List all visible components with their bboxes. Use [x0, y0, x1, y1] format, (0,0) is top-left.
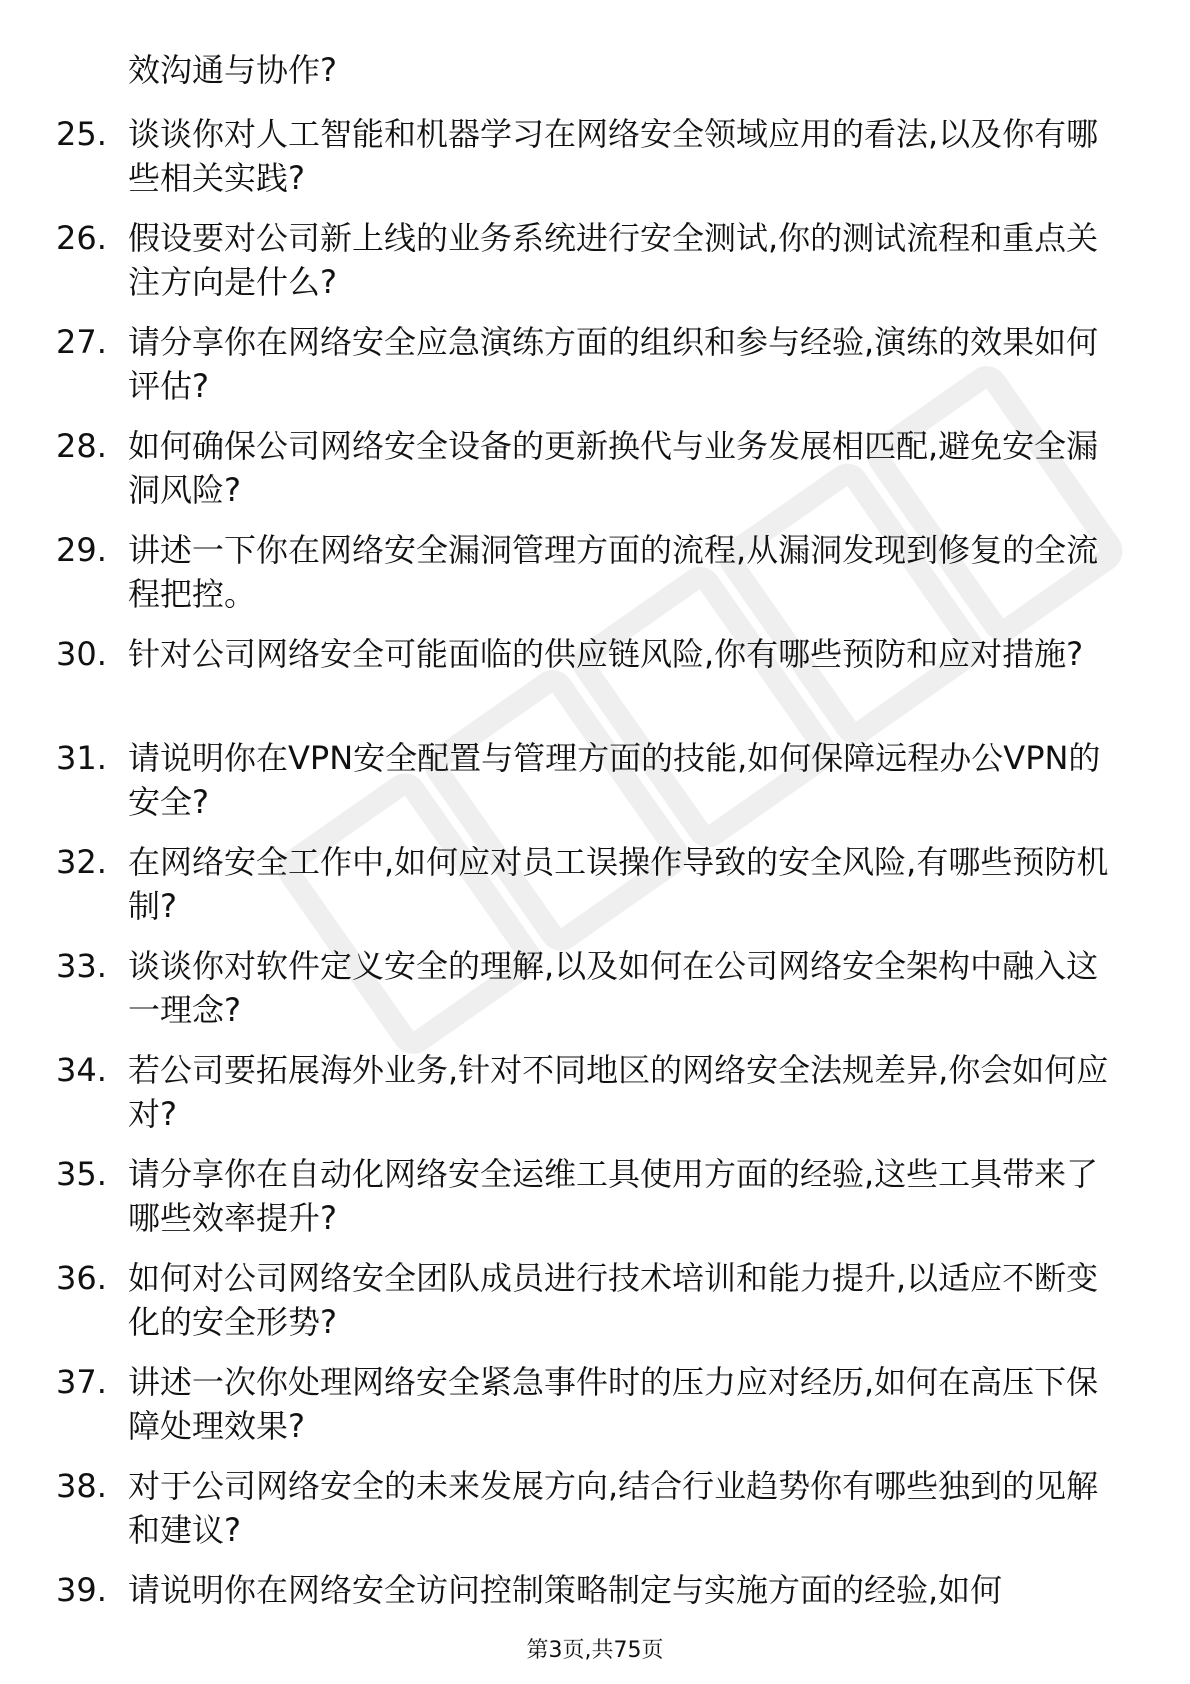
question-number: 36.: [56, 1259, 107, 1297]
question-number: 33.: [56, 947, 107, 985]
question-text: 在网络安全工作中,如何应对员工误操作导致的安全风险,有哪些预防机制?: [128, 843, 1109, 925]
question-item: [0, 632, 1190, 716]
question-item: [0, 1360, 1190, 1444]
question-number: 27.: [56, 323, 107, 361]
question-number: 29.: [56, 531, 107, 569]
question-text: 谈谈你对人工智能和机器学习在网络安全领域应用的看法,以及你有哪些相关实践?: [128, 115, 1099, 197]
question-text: 请说明你在VPN安全配置与管理方面的技能,如何保障远程办公VPN的安全?: [128, 739, 1101, 821]
question-text: 如何对公司网络安全团队成员进行技术培训和能力提升,以适应不断变化的安全形势?: [128, 1259, 1099, 1341]
question-number: 25.: [56, 115, 107, 153]
question-text: 如何确保公司网络安全设备的更新换代与业务发展相匹配,避免安全漏洞风险?: [128, 427, 1099, 509]
question-item: [0, 840, 1190, 924]
question-number: 38.: [56, 1467, 107, 1505]
question-text: 讲述一下你在网络安全漏洞管理方面的流程,从漏洞发现到修复的全流程把控。: [128, 531, 1099, 613]
question-item: [0, 1152, 1190, 1236]
question-text: 请分享你在自动化网络安全运维工具使用方面的经验,这些工具带来了哪些效率提升?: [128, 1155, 1099, 1237]
question-item: [0, 1464, 1190, 1548]
question-item: [0, 424, 1190, 508]
question-text: 请说明你在网络安全访问控制策略制定与实施方面的经验,如何: [128, 1571, 1003, 1609]
question-item: [0, 736, 1190, 820]
question-number: 30.: [56, 635, 107, 673]
question-number: 32.: [56, 843, 107, 881]
question-item: [0, 944, 1190, 1028]
question-item: [0, 1256, 1190, 1340]
question-item: [0, 216, 1190, 300]
continued-question-text: 效沟通与协作?: [128, 51, 337, 89]
question-item: [0, 528, 1190, 612]
question-number: 28.: [56, 427, 107, 465]
question-number: 37.: [56, 1363, 107, 1401]
question-text: 谈谈你对软件定义安全的理解,以及如何在公司网络安全架构中融入这一理念?: [128, 947, 1099, 1029]
page-footer: 第3页,共75页: [526, 1638, 664, 1663]
question-number: 34.: [56, 1051, 107, 1089]
question-item: [0, 1048, 1190, 1132]
question-text: 讲述一次你处理网络安全紧急事件时的压力应对经历,如何在高压下保障处理效果?: [128, 1363, 1099, 1445]
question-number: 39.: [56, 1571, 107, 1609]
question-number: 35.: [56, 1155, 107, 1193]
question-text: 针对公司网络安全可能面临的供应链风险,你有哪些预防和应对措施?: [128, 635, 1084, 673]
question-list: [0, 112, 1190, 1672]
question-text: 若公司要拓展海外业务,针对不同地区的网络安全法规差异,你会如何应对?: [128, 1051, 1109, 1133]
question-number: 26.: [56, 219, 107, 257]
question-item: [0, 112, 1190, 196]
question-text: 假设要对公司新上线的业务系统进行安全测试,你的测试流程和重点关注方向是什么?: [128, 219, 1099, 301]
question-item: [0, 320, 1190, 404]
question-number: 31.: [56, 739, 107, 777]
question-text: 对于公司网络安全的未来发展方向,结合行业趋势你有哪些独到的见解和建议?: [128, 1467, 1099, 1549]
question-text: 请分享你在网络安全应急演练方面的组织和参与经验,演练的效果如何评估?: [128, 323, 1099, 405]
